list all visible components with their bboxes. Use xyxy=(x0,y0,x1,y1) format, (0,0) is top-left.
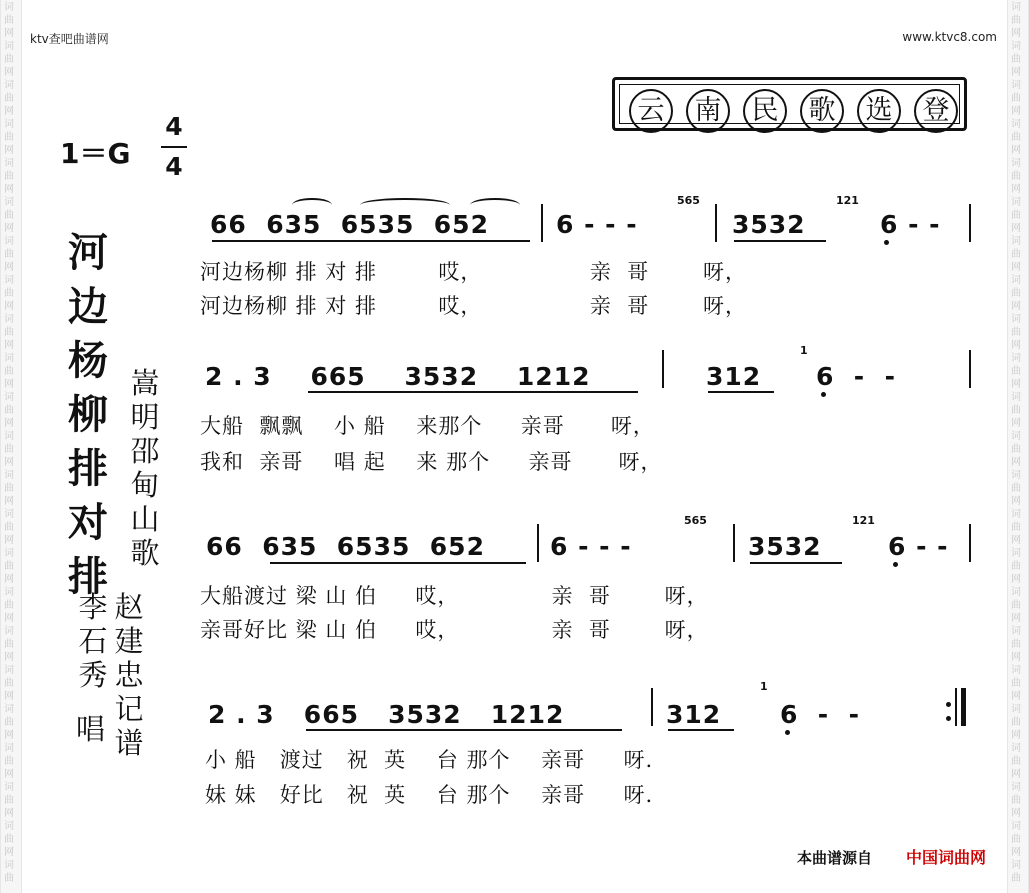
watermark-glyph: 词 xyxy=(1011,80,1021,91)
watermark-glyph: 网 xyxy=(1011,28,1021,39)
watermark-glyph: 网 xyxy=(4,223,14,234)
watermark-glyph: 曲 xyxy=(1011,327,1021,338)
watermark-glyph: 曲 xyxy=(1011,795,1021,806)
watermark-glyph: 网 xyxy=(4,379,14,390)
watermark-glyph: 网 xyxy=(1011,535,1021,546)
stamp-char: 选 xyxy=(857,89,901,133)
notes-row3-measure1: 66 635 6535 652 xyxy=(206,532,485,561)
watermark-glyph: 网 xyxy=(4,301,14,312)
watermark-glyph: 曲 xyxy=(4,873,14,884)
watermark-glyph: 网 xyxy=(1011,262,1021,273)
watermark-glyph: 曲 xyxy=(4,483,14,494)
watermark-glyph: 网 xyxy=(1011,808,1021,819)
watermark-glyph: 曲 xyxy=(4,132,14,143)
watermark-glyph: 网 xyxy=(4,106,14,117)
origin-credit: 嵩 明 邵 甸 山 歌 xyxy=(130,366,160,570)
stamp-char: 云 xyxy=(629,89,673,133)
watermark-glyph: 曲 xyxy=(1011,483,1021,494)
watermark-glyph: 曲 xyxy=(4,15,14,26)
watermark-glyph: 曲 xyxy=(4,93,14,104)
watermark-glyph: 曲 xyxy=(1011,249,1021,260)
watermark-glyph: 网 xyxy=(4,652,14,663)
grace-note: 121 xyxy=(836,194,859,207)
watermark-glyph: 词 xyxy=(4,353,14,364)
lyric-row2-verse2: 我和 亲哥 唱 起 来 那个 亲哥 呀， xyxy=(200,450,663,474)
watermark-glyph: 曲 xyxy=(1011,288,1021,299)
watermark-glyph: 曲 xyxy=(1011,171,1021,182)
notes-row3-measure2: 6 - - - xyxy=(550,532,632,561)
bar-line xyxy=(969,204,971,242)
notes-row1-measure2: 6 - - - xyxy=(556,210,638,239)
watermark-glyph: 词 xyxy=(4,158,14,169)
watermark-glyph: 曲 xyxy=(4,522,14,533)
stamp-char: 登 xyxy=(914,89,958,133)
stamp-char: 民 xyxy=(743,89,787,133)
notes-row4-measure1: 2 . 3 665 3532 1212 xyxy=(208,700,565,729)
watermark-glyph: 网 xyxy=(4,847,14,858)
low-octave-dot xyxy=(893,562,898,567)
watermark-glyph: 词 xyxy=(1011,431,1021,442)
watermark-glyph: 网 xyxy=(4,574,14,585)
bar-line xyxy=(969,350,971,388)
notes-row1-measure3: 3532 xyxy=(732,210,806,239)
watermark-glyph: 网 xyxy=(4,28,14,39)
bar-line xyxy=(662,350,664,388)
watermark-glyph: 网 xyxy=(1011,769,1021,780)
watermark-glyph: 曲 xyxy=(4,678,14,689)
right-watermark-strip xyxy=(1007,0,1029,893)
watermark-glyph: 网 xyxy=(4,145,14,156)
watermark-glyph: 曲 xyxy=(4,756,14,767)
watermark-glyph: 网 xyxy=(1011,652,1021,663)
bar-line xyxy=(715,204,717,242)
lyric-row3-verse1: 大船渡过 梁 山 伯 哎， 亲 哥 呀， xyxy=(200,584,709,608)
watermark-glyph: 词 xyxy=(1011,158,1021,169)
watermark-glyph: 词 xyxy=(4,119,14,130)
beam-line xyxy=(708,391,774,393)
key-signature: 1＝G xyxy=(60,137,131,170)
site-watermark-right: www.ktvc8.com xyxy=(902,30,997,44)
notes-row4-measure3: 6 - - xyxy=(780,700,860,729)
low-octave-dot xyxy=(785,730,790,735)
series-stamp xyxy=(612,77,967,131)
watermark-glyph: 曲 xyxy=(4,717,14,728)
watermark-glyph: 网 xyxy=(1011,847,1021,858)
repeat-dot xyxy=(946,702,951,707)
watermark-glyph: 词 xyxy=(4,821,14,832)
bar-line xyxy=(969,524,971,562)
watermark-glyph: 词 xyxy=(4,743,14,754)
watermark-glyph: 词 xyxy=(1011,821,1021,832)
grace-note: 1 xyxy=(760,680,768,693)
notes-row3-measure4: 6 - - xyxy=(888,532,949,561)
watermark-glyph: 词 xyxy=(4,431,14,442)
notes-row4-measure2: 312 xyxy=(666,700,722,729)
repeat-dot xyxy=(946,716,951,721)
watermark-glyph: 词 xyxy=(1011,509,1021,520)
recorder-credit: 赵 建 忠 记 谱 xyxy=(114,590,144,760)
watermark-glyph: 曲 xyxy=(4,210,14,221)
grace-note: 565 xyxy=(684,514,707,527)
watermark-glyph: 网 xyxy=(4,535,14,546)
final-bar-thin xyxy=(955,688,957,726)
watermark-glyph: 词 xyxy=(1011,860,1021,871)
bar-line xyxy=(541,204,543,242)
grace-note: 1 xyxy=(800,344,808,357)
watermark-glyph: 曲 xyxy=(4,639,14,650)
watermark-glyph: 网 xyxy=(4,457,14,468)
notes-row1-measure1: 66 635 6535 652 xyxy=(210,210,489,239)
watermark-glyph: 词 xyxy=(1011,704,1021,715)
watermark-glyph: 曲 xyxy=(1011,405,1021,416)
stamp-char: 歌 xyxy=(800,89,844,133)
watermark-glyph: 网 xyxy=(4,67,14,78)
slur xyxy=(292,198,332,212)
grace-note: 121 xyxy=(852,514,875,527)
watermark-glyph: 网 xyxy=(1011,184,1021,195)
watermark-glyph: 词 xyxy=(1011,119,1021,130)
watermark-glyph: 网 xyxy=(1011,691,1021,702)
watermark-glyph: 曲 xyxy=(1011,522,1021,533)
watermark-glyph: 词 xyxy=(1011,275,1021,286)
watermark-glyph: 词 xyxy=(4,197,14,208)
watermark-glyph: 词 xyxy=(4,665,14,676)
sing-word: 唱 xyxy=(76,712,106,746)
watermark-glyph: 网 xyxy=(4,769,14,780)
watermark-glyph: 网 xyxy=(1011,730,1021,741)
source-name: 中国词曲网 xyxy=(906,848,987,867)
lyric-row4-verse2: 妹 妹 好比 祝 英 台 那个 亲哥 呀. xyxy=(205,783,654,807)
beam-line xyxy=(734,240,826,242)
watermark-glyph: 曲 xyxy=(1011,210,1021,221)
watermark-glyph: 网 xyxy=(4,808,14,819)
watermark-glyph: 曲 xyxy=(4,405,14,416)
watermark-glyph: 网 xyxy=(1011,613,1021,624)
watermark-glyph: 词 xyxy=(1011,392,1021,403)
left-watermark-strip xyxy=(0,0,22,893)
watermark-glyph: 词 xyxy=(1011,353,1021,364)
watermark-glyph: 词 xyxy=(1011,2,1021,13)
grace-note: 565 xyxy=(677,194,700,207)
notes-row1-measure4: 6 - - xyxy=(880,210,941,239)
watermark-glyph: 曲 xyxy=(1011,132,1021,143)
site-watermark-left: ktv查吧曲谱网 xyxy=(30,32,109,46)
watermark-glyph: 曲 xyxy=(1011,834,1021,845)
watermark-glyph: 词 xyxy=(4,704,14,715)
watermark-glyph: 曲 xyxy=(4,444,14,455)
watermark-glyph: 网 xyxy=(1011,145,1021,156)
notes-row2-measure2: 312 xyxy=(706,362,762,391)
watermark-glyph: 词 xyxy=(1011,314,1021,325)
song-title: 河 边 杨 柳 排 对 排 xyxy=(68,229,108,600)
watermark-glyph: 网 xyxy=(4,613,14,624)
notes-row2-measure1: 2 . 3 665 3532 1212 xyxy=(205,362,591,391)
final-bar-thick xyxy=(961,688,966,726)
watermark-glyph: 词 xyxy=(1011,587,1021,598)
watermark-glyph: 词 xyxy=(1011,548,1021,559)
bar-line xyxy=(733,524,735,562)
watermark-glyph: 曲 xyxy=(1011,756,1021,767)
watermark-glyph: 曲 xyxy=(1011,600,1021,611)
watermark-glyph: 曲 xyxy=(1011,15,1021,26)
watermark-glyph: 词 xyxy=(1011,41,1021,52)
watermark-glyph: 网 xyxy=(4,691,14,702)
watermark-glyph: 曲 xyxy=(1011,366,1021,377)
watermark-glyph: 曲 xyxy=(1011,873,1021,884)
beam-line xyxy=(212,240,530,242)
watermark-glyph: 词 xyxy=(4,587,14,598)
bar-line xyxy=(651,688,653,726)
watermark-glyph: 曲 xyxy=(4,795,14,806)
lyric-row1-verse1: 河边杨柳 排 对 排 哎， 亲 哥 呀， xyxy=(200,260,747,284)
time-signature-line xyxy=(161,146,187,148)
stamp-char: 南 xyxy=(686,89,730,133)
watermark-glyph: 曲 xyxy=(1011,561,1021,572)
watermark-glyph: 网 xyxy=(1011,301,1021,312)
watermark-glyph: 词 xyxy=(1011,782,1021,793)
watermark-glyph: 曲 xyxy=(1011,639,1021,650)
watermark-glyph: 网 xyxy=(1011,106,1021,117)
watermark-glyph: 网 xyxy=(1011,223,1021,234)
beam-line xyxy=(750,562,842,564)
beam-line xyxy=(308,391,638,393)
watermark-glyph: 曲 xyxy=(1011,54,1021,65)
beam-line xyxy=(306,729,622,731)
watermark-glyph: 曲 xyxy=(1011,717,1021,728)
watermark-glyph: 曲 xyxy=(4,54,14,65)
singer-credit: 李 石 秀 xyxy=(78,590,108,692)
watermark-glyph: 曲 xyxy=(4,561,14,572)
watermark-glyph: 网 xyxy=(1011,574,1021,585)
watermark-glyph: 曲 xyxy=(4,600,14,611)
watermark-glyph: 词 xyxy=(1011,197,1021,208)
watermark-glyph: 曲 xyxy=(4,249,14,260)
watermark-glyph: 词 xyxy=(1011,665,1021,676)
watermark-glyph: 网 xyxy=(4,730,14,741)
beam-line xyxy=(270,562,526,564)
notes-row2-measure3: 6 - - xyxy=(816,362,896,391)
notes-row3-measure3: 3532 xyxy=(748,532,822,561)
lyric-row1-verse2: 河边杨柳 排 对 排 哎， 亲 哥 呀， xyxy=(200,294,747,318)
watermark-glyph: 网 xyxy=(1011,418,1021,429)
low-octave-dot xyxy=(821,392,826,397)
watermark-glyph: 词 xyxy=(4,860,14,871)
lyric-row4-verse1: 小 船 渡过 祝 英 台 那个 亲哥 呀. xyxy=(205,748,654,772)
watermark-glyph: 网 xyxy=(1011,457,1021,468)
watermark-glyph: 词 xyxy=(4,275,14,286)
bar-line xyxy=(537,524,539,562)
watermark-glyph: 词 xyxy=(4,470,14,481)
watermark-glyph: 词 xyxy=(4,626,14,637)
watermark-glyph: 网 xyxy=(1011,496,1021,507)
watermark-glyph: 词 xyxy=(4,509,14,520)
watermark-glyph: 网 xyxy=(4,262,14,273)
watermark-glyph: 网 xyxy=(4,418,14,429)
beam-line xyxy=(668,729,734,731)
watermark-glyph: 网 xyxy=(4,496,14,507)
watermark-glyph: 曲 xyxy=(1011,678,1021,689)
watermark-glyph: 网 xyxy=(4,184,14,195)
watermark-glyph: 词 xyxy=(4,41,14,52)
watermark-glyph: 词 xyxy=(1011,470,1021,481)
source-label: 本曲谱源自 xyxy=(797,849,873,867)
watermark-glyph: 词 xyxy=(4,548,14,559)
watermark-glyph: 曲 xyxy=(4,327,14,338)
lyric-row2-verse1: 大船 飘飘 小 船 来那个 亲哥 呀， xyxy=(200,414,655,438)
slur xyxy=(360,198,450,212)
watermark-glyph: 网 xyxy=(1011,379,1021,390)
watermark-glyph: 曲 xyxy=(1011,444,1021,455)
watermark-glyph: 词 xyxy=(4,236,14,247)
watermark-glyph: 曲 xyxy=(4,288,14,299)
watermark-glyph: 词 xyxy=(4,782,14,793)
watermark-glyph: 词 xyxy=(4,2,14,13)
watermark-glyph: 词 xyxy=(4,314,14,325)
watermark-glyph: 网 xyxy=(1011,340,1021,351)
watermark-glyph: 网 xyxy=(1011,67,1021,78)
time-signature-bottom: 4 xyxy=(165,152,183,181)
watermark-glyph: 曲 xyxy=(4,834,14,845)
watermark-glyph: 曲 xyxy=(1011,93,1021,104)
lyric-row3-verse2: 亲哥好比 梁 山 伯 哎， 亲 哥 呀， xyxy=(200,618,709,642)
watermark-glyph: 词 xyxy=(4,392,14,403)
watermark-glyph: 词 xyxy=(1011,236,1021,247)
slur xyxy=(470,198,520,212)
watermark-glyph: 词 xyxy=(4,80,14,91)
watermark-glyph: 网 xyxy=(4,340,14,351)
time-signature-top: 4 xyxy=(165,112,183,141)
watermark-glyph: 曲 xyxy=(4,366,14,377)
watermark-glyph: 词 xyxy=(1011,743,1021,754)
watermark-glyph: 词 xyxy=(1011,626,1021,637)
watermark-glyph: 曲 xyxy=(4,171,14,182)
low-octave-dot xyxy=(884,240,889,245)
